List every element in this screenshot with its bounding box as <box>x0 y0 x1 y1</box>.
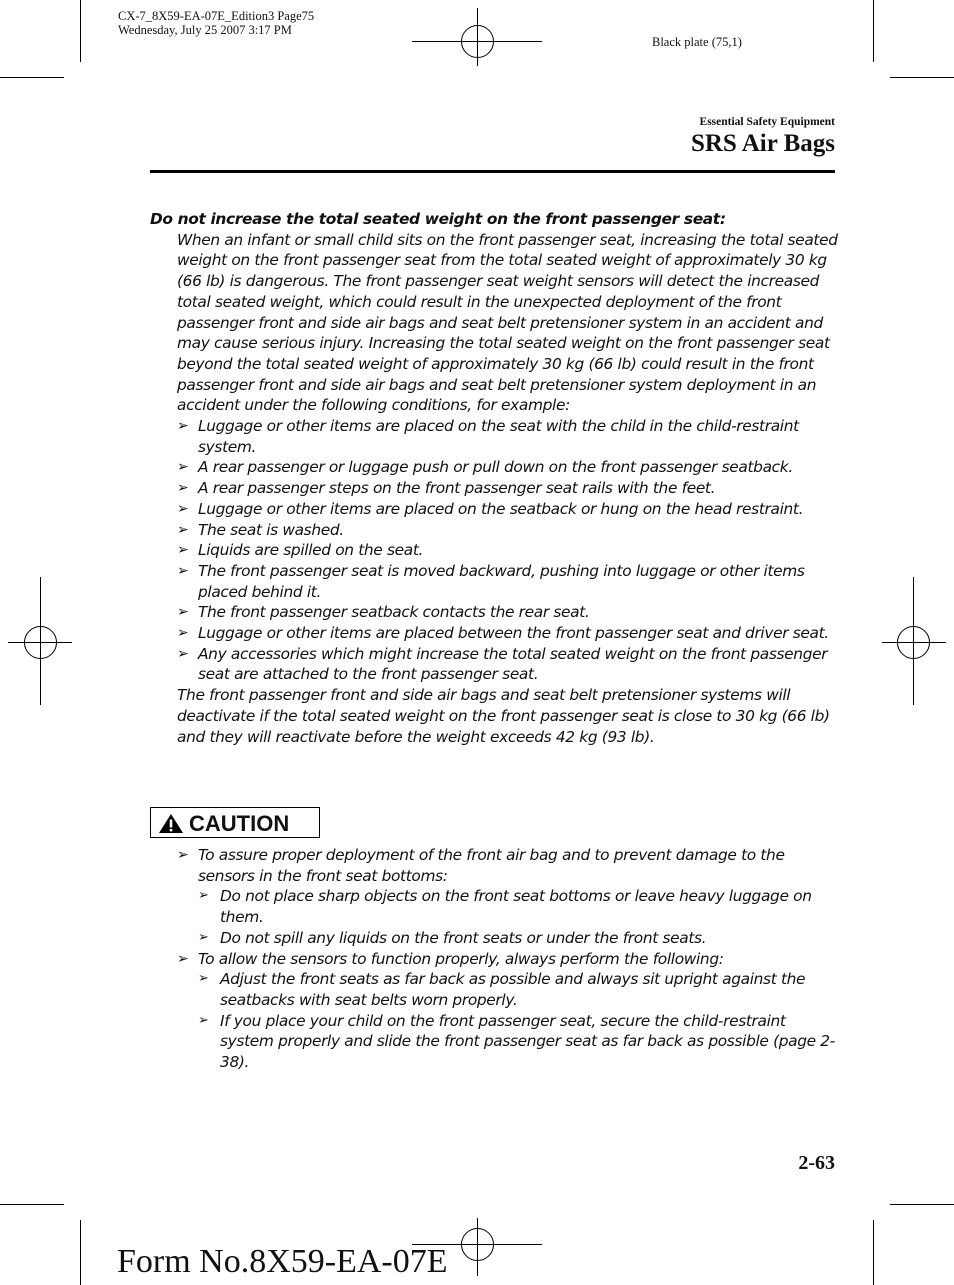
caution-list <box>150 845 840 1073</box>
condition-list <box>150 416 840 685</box>
caution-subitem <box>150 928 840 949</box>
arrowhead-icon: ➢ <box>177 418 189 435</box>
caution-label: CAUTION <box>189 811 290 836</box>
caution-subitem <box>150 886 840 927</box>
list-item <box>150 644 840 685</box>
list-item <box>150 478 840 499</box>
caution-subitem-text: Adjust the front seats as far back as possible and always sit upright against the seatbacks with seat belts worn properly. <box>220 970 806 1009</box>
list-item <box>150 623 840 644</box>
list-item <box>150 520 840 541</box>
list-item <box>150 457 840 478</box>
arrowhead-icon: ➢ <box>177 542 189 559</box>
list-item <box>150 499 840 520</box>
list-item-text: Luggage or other items are placed on the seat with the child in the child-restraint system. <box>198 417 799 456</box>
caution-label-box <box>150 807 320 838</box>
caution-item <box>150 845 840 949</box>
caution-content <box>150 845 840 1073</box>
form-number: Form No.8X59-EA-07E <box>117 1243 448 1280</box>
arrowhead-icon: ➢ <box>198 888 209 904</box>
list-item-text: The seat is washed. <box>198 520 344 539</box>
caution-sublist <box>198 969 840 1073</box>
list-item-text: A rear passenger or luggage push or pull down on the front passenger seatback. <box>198 458 793 477</box>
list-item <box>150 602 840 623</box>
warning-heading: Do not increase the total seated weight on the front passenger seat: <box>150 210 726 228</box>
arrowhead-icon: ➢ <box>198 929 209 945</box>
file-info-line1: CX-7_8X59-EA-07E_Edition3 Page75 <box>118 9 315 23</box>
list-item-text: Liquids are spilled on the seat. <box>198 541 424 560</box>
arrowhead-icon: ➢ <box>177 562 189 579</box>
arrowhead-icon: ➢ <box>177 459 189 476</box>
caution-subitem <box>150 969 840 1010</box>
arrowhead-icon: ➢ <box>177 847 189 863</box>
section-label: Essential Safety Equipment <box>699 116 835 128</box>
main-content <box>150 209 840 747</box>
list-item-text: Any accessories which might increase the total seated weight on the front passenger seat are attached to the front passenger seat. <box>198 644 828 684</box>
page-title: SRS Air Bags <box>690 130 835 157</box>
arrowhead-icon: ➢ <box>198 971 209 987</box>
list-item <box>150 540 840 561</box>
list-item-text: A rear passenger steps on the front passenger seat rails with the feet. <box>198 479 716 498</box>
caution-item <box>150 949 840 1073</box>
arrowhead-icon: ➢ <box>177 521 189 538</box>
file-info-line2: Wednesday, July 25 2007 3:17 PM <box>118 23 292 37</box>
caution-sublist <box>198 886 840 948</box>
list-item-text: The front passenger seat is moved backward, pushing into luggage or other items placed behind it. <box>198 561 805 601</box>
caution-subitem-text: If you place your child on the front passenger seat, secure the child-restraint system properly and slide the front passenger seat as far back as possible (page 2-38). <box>220 1011 835 1072</box>
list-item <box>150 561 840 602</box>
caution-item-text: To allow the sensors to function properly, always perform the following: <box>198 949 724 968</box>
arrowhead-icon: ➢ <box>177 645 189 662</box>
arrowhead-icon: ➢ <box>177 625 189 642</box>
list-item-text: The front passenger seatback contacts the rear seat. <box>198 603 590 622</box>
caution-subitem-text: Do not spill any liquids on the front seats or under the front seats. <box>220 928 707 947</box>
arrowhead-icon: ➢ <box>177 480 189 497</box>
closing-paragraph: The front passenger front and side air bags and seat belt pretensioner systems will deactivate if the total seated weight on the front passenger seat is close to 30 kg (66 lb) and they will reactivate before the weight exceeds 42 kg (93 lb). <box>177 686 830 746</box>
intro-paragraph: When an infant or small child sits on the front passenger seat, increasing the total seated weight on the front passenger seat from the total seated weight of approximately 30 kg (66 lb) is dangerous. The front passenger seat weight sensors will detect the increased total seated weight, which could result in the unexpected deployment of the front passenger front and side air bags and seat belt pretensioner system in an accident and may cause serious injury. Increasing the total seated weight on the front passenger seat beyond the total seated weight of approximately 30 kg (66 lb) could result in the front passenger front and side air bags and seat belt pretensioner system deployment in an accident under the following conditions, for example: <box>177 230 838 415</box>
warning-triangle-icon <box>158 813 184 834</box>
caution-subitem-text: Do not place sharp objects on the front seat bottoms or leave heavy luggage on them. <box>220 887 812 927</box>
arrowhead-icon: ➢ <box>177 500 189 517</box>
page-number: 2-63 <box>798 1152 835 1174</box>
list-item-text: Luggage or other items are placed between the front passenger seat and driver seat. <box>198 624 829 643</box>
list-item <box>150 416 840 457</box>
plate-info: Black plate (75,1) <box>652 35 742 49</box>
caution-item-text: To assure proper deployment of the front air bag and to prevent damage to the sensors in the front seat bottoms: <box>198 846 785 885</box>
list-item-text: Luggage or other items are placed on the seatback or hung on the head restraint. <box>198 499 804 518</box>
caution-subitem <box>150 1011 840 1073</box>
file-info <box>118 9 314 37</box>
header-rule <box>150 170 835 173</box>
arrowhead-icon: ➢ <box>177 950 189 967</box>
arrowhead-icon: ➢ <box>198 1012 209 1028</box>
arrowhead-icon: ➢ <box>177 604 189 621</box>
